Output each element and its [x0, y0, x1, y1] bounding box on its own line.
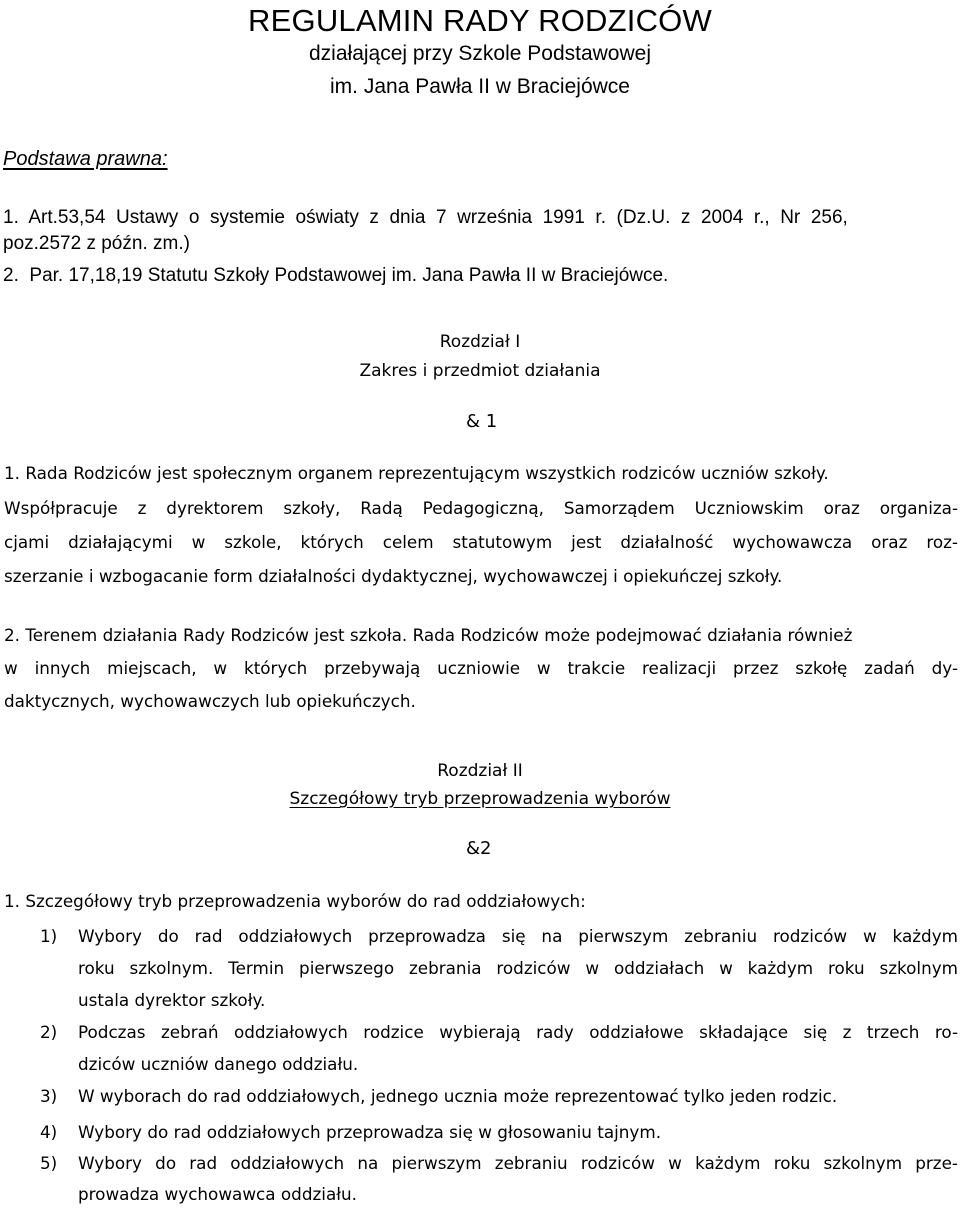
list-item-4-line-1: Wybory do rad oddziałowych przeprowadza się w głosowaniu tajnym.: [78, 1122, 662, 1142]
list-item-2-line-1: Podczas zebrań oddziałowych rodzice wybierają rady oddziałowe składające się z trzech ro-: [78, 1022, 958, 1042]
list-item-5-line-2: prowadza wychowawca oddziału.: [78, 1184, 357, 1204]
legal-basis-item-1-line-1: 1. Art.53,54 Ustawy o systemie oświaty z dnia 7 września 1991 r. (Dz.U. z 2004 r., Nr 256,: [3, 207, 848, 228]
chapter-1-p2-line-3: daktycznych, wychowawczych lub opiekuńczych.: [4, 691, 416, 711]
list-item-2-number: 2): [40, 1022, 58, 1042]
list-item-1-number: 1): [40, 926, 58, 946]
document-title: REGULAMIN RADY RODZICÓW: [248, 3, 712, 38]
list-item-2-line-2: dziców uczniów danego oddziału.: [78, 1054, 359, 1074]
paragraph-mark-2: &2: [466, 838, 492, 859]
list-item-1-line-3: ustala dyrektor szkoły.: [78, 990, 266, 1010]
chapter-1-label: Rozdział I: [439, 332, 521, 352]
chapter-1-p1-line-2: Współpracuje z dyrektorem szkoły, Radą Pedagogiczną, Samorządem Uczniowskim oraz organiza-: [4, 498, 958, 518]
document-subtitle-line-1: działającej przy Szkole Podstawowej: [309, 42, 651, 65]
chapter-1-p1-line-1: 1. Rada Rodziców jest społecznym organem reprezentującym wszystkich rodziców uczniów szkoły.: [4, 463, 829, 483]
list-item-1-line-2: roku szkolnym. Termin pierwszego zebrania rodziców w oddziałach w każdym roku szkolnym: [78, 958, 958, 978]
list-item-3-number: 3): [40, 1086, 58, 1106]
list-item-3-line-1: W wyborach do rad oddziałowych, jednego ucznia może reprezentować tylko jeden rodzic.: [78, 1086, 838, 1106]
chapter-1-p2-line-2: w innych miejscach, w których przebywają uczniowie w trakcie realizacji przez szkołę zadań dy-: [4, 658, 958, 678]
chapter-1-p2-line-1: 2. Terenem działania Rady Rodziców jest szkoła. Rada Rodziców może podejmować działania również: [4, 625, 853, 645]
list-item-5-line-1: Wybory do rad oddziałowych na pierwszym zebraniu rodziców w każdym roku szkolnym prze-: [78, 1153, 958, 1173]
legal-basis-heading: Podstawa prawna:: [3, 148, 168, 170]
legal-basis-item-1-line-2: poz.2572 z późn. zm.): [3, 233, 190, 254]
chapter-1-p1-line-4: szerzanie i wzbogacanie form działalności dydaktycznej, wychowawczej i opiekuńczej szkoły.: [4, 566, 783, 586]
chapter-2-title: Szczegółowy tryb przeprowadzenia wyborów: [289, 789, 671, 809]
paragraph-mark-1: & 1: [466, 411, 498, 432]
chapter-1-p1-line-3: cjami działającymi w szkole, których celem statutowym jest działalność wychowawcza oraz roz-: [4, 532, 958, 552]
chapter-2-intro: 1. Szczegółowy tryb przeprowadzenia wyborów do rad oddziałowych:: [4, 891, 586, 911]
list-item-1-line-1: Wybory do rad oddziałowych przeprowadza się na pierwszym zebraniu rodziców w każdym: [78, 926, 958, 946]
legal-basis-item-2: 2. Par. 17,18,19 Statutu Szkoły Podstawowej im. Jana Pawła II w Braciejówce.: [3, 265, 669, 286]
chapter-1-title: Zakres i przedmiot działania: [359, 361, 601, 381]
list-item-4-number: 4): [40, 1122, 58, 1142]
list-item-5-number: 5): [40, 1153, 58, 1173]
chapter-2-title-wrap: [0, 787, 960, 811]
chapter-2-label: Rozdział II: [437, 761, 523, 781]
document-subtitle-line-2: im. Jana Pawła II w Braciejówce: [330, 75, 630, 98]
